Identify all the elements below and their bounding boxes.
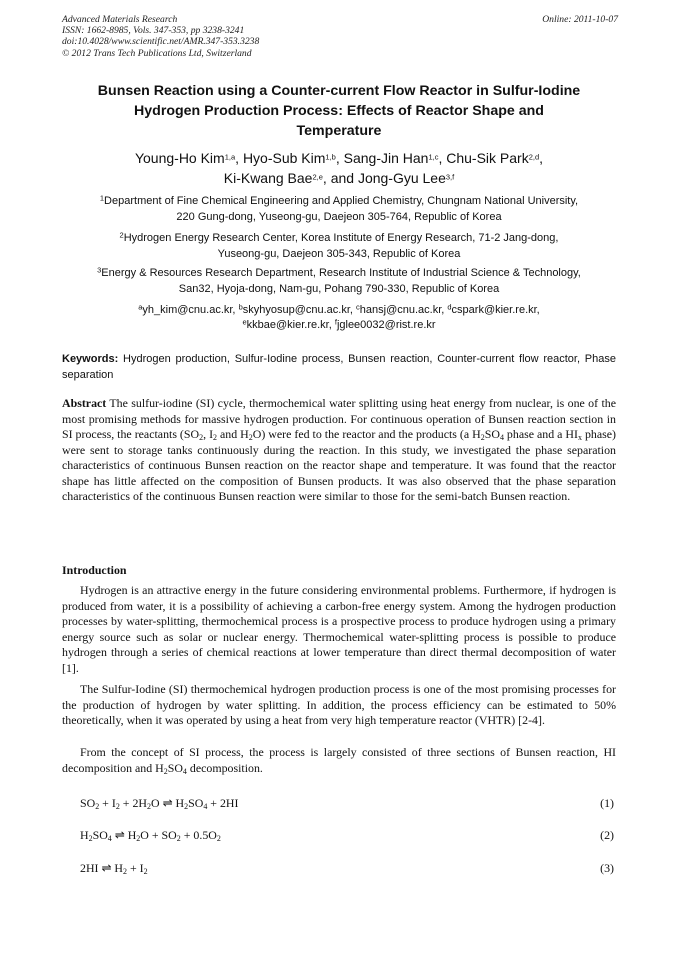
title-line: Bunsen Reaction using a Counter-current Flow Reactor in Sulfur-Iodine [97,83,581,99]
eq-text: + 0.5O [180,828,217,842]
equation-body [80,861,148,875]
abstract-text: O) were fed to the reactor and the products (a H [252,427,481,441]
author-separator: , [438,150,443,166]
subscript: 2 [163,766,168,776]
author-name: Sang-Jin Han [343,150,429,166]
email-marker: d [447,302,452,312]
abstract-label: Abstract [62,396,107,410]
abstract-text: , I [203,427,214,441]
subscript: 2 [176,834,181,843]
author-affiliation-marker: 2,e [312,172,323,182]
email-marker: a [138,302,143,312]
affiliation-number: 3 [97,265,102,275]
title-line: Temperature [296,123,382,139]
abstract-text: phase) were sent to storage tanks continuously during the reaction. In this study, we investigated the phase separation characteristics of continuous Bunsen reaction on the reactor shape and temperature. It was found that the reactor shape has little affected on the composition of Bunsen products. It was also observed that the phase separation characteristics of the continuous Bunsen reaction were similar to those for the semi-batch Bunsen reaction. [62,427,616,503]
email-marker: e [242,317,247,327]
author-separator: , [235,150,240,166]
eq-text: SO [80,796,96,810]
email-address[interactable]: skyhyosup@cnu.ac.kr, [242,304,353,316]
subscript: 2 [123,867,127,876]
equation-body [80,796,238,810]
author-affiliation-marker: 1,a [224,152,236,162]
email-marker: b [238,302,243,312]
eq-text: + 2HI [207,796,239,810]
email-address[interactable]: yh_kim@cnu.ac.kr, [142,304,236,316]
eq-text: O ⇌ H [151,796,185,810]
subscript: 2 [216,834,221,843]
author-separator: , [539,150,544,166]
author-name: Ki-Kwang Bae [223,170,313,186]
affiliation-text: Yuseong-gu, Daejeon 305-343, Republic of Korea [217,248,461,260]
affiliation-text: Department of Fine Chemical Engineering and Applied Chemistry, Chungnam National University, [104,195,579,207]
author-affiliation-marker: 1,c [428,152,439,162]
affiliation-text: Hydrogen Energy Research Center, Korea Institute of Energy Research, 71-2 Jang-dong, [123,232,559,244]
title-line: Hydrogen Production Process: Effects of Reactor Shape and [134,103,544,119]
subscript: x [577,433,582,442]
issn-line: ISSN: 1662-8985, Vols. 347-353, pp 3238-3241 [62,25,245,37]
author-name: Young-Ho Kim [134,150,225,166]
online-date: Online: 2011-10-07 [542,14,618,25]
author-affiliation-marker: 3,f [445,172,455,182]
equation-1 [80,796,614,812]
eq-text: O + SO [140,828,177,842]
subscript: 2 [147,802,152,811]
intro-paragraph-2: The Sulfur-Iodine (SI) thermochemical hydrogen production process is one of the most promising processes for the production of hydrogen by water splitting. In addition, the process efficiency can be estimated to 50% theoretically, when it was operated by using a heat from very high temperature reactor (VHTR) [2-4]. [62,682,616,727]
affiliation-number: 1 [99,193,105,203]
author-line [62,168,616,188]
subscript: 2 [248,433,253,442]
subscript: 4 [203,802,208,811]
email-address[interactable]: cspark@kier.re.kr, [451,304,540,316]
author-line [62,148,616,168]
eq-text: + I [99,796,116,810]
author-list [62,148,616,188]
author-affiliation-marker: 2,d [528,152,540,162]
affiliation-1 [62,193,616,225]
equation-2 [80,828,614,844]
affiliation-text: Energy & Resources Research Department, Research Institute of Industrial Science & Technology, [101,267,581,279]
subscript: 2 [95,802,100,811]
eq-text: SO [92,828,108,842]
author-conjunction: and [330,170,355,186]
author-separator: , [322,170,327,186]
journal-header [62,14,618,59]
eq-text: 2HI ⇌ H [80,861,123,875]
intro-text: decomposition. [186,760,263,775]
email-address[interactable]: jglee0032@rist.re.kr [336,318,436,331]
keywords-block [62,351,616,383]
email-address[interactable]: hansj@cnu.ac.kr, [359,304,445,316]
subscript: 2 [184,802,189,811]
email-list [62,303,616,332]
email-marker: c [356,302,360,312]
subscript: 4 [499,433,504,442]
eq-text: + I [127,861,144,875]
eq-text: H [80,828,89,842]
subscript: 4 [107,834,112,843]
intro-text: From the concept of SI process, the process is largely consisted of three sections of Bunsen reaction, HI decomposition and H [62,745,616,775]
keywords-text: Hydrogen production, Sulfur-Iodine process, Bunsen reaction, Counter-current flow reactor, Phase separation [62,353,616,381]
equation-number: (1) [600,796,614,810]
journal-name: Advanced Materials Research [62,14,178,25]
author-affiliation-marker: 1,b [325,152,336,162]
subscript: 2 [199,433,204,442]
eq-text: ⇌ H [111,828,137,842]
subscript: 2 [115,802,120,811]
subscript: 2 [480,433,485,442]
subscript: 2 [143,867,148,876]
subscript: 2 [136,834,141,843]
keywords-label: Keywords: [62,353,119,365]
intro-paragraph-3 [62,745,616,776]
abstract-text: phase and a HI [503,427,578,441]
email-marker: f [334,317,337,327]
equation-3 [80,861,614,877]
abstract-paragraph [62,396,616,505]
eq-text: SO [188,796,204,810]
abstract-text: The sulfur-iodine (SI) cycle, thermochemical water splitting using heat energy from nuclear, is one of the most promising methods for massive hydrogen production. For continuous operation of Bunsen reaction section in SI process, the reactants (SO [62,396,616,441]
copyright-line: © 2012 Trans Tech Publications Ltd, Switzerland [62,47,252,59]
author-name: Chu-Sik Park [446,150,529,166]
equation-number: (2) [600,828,614,842]
equation-body [80,828,221,842]
subscript: 4 [182,766,187,776]
abstract-text: SO [484,427,500,441]
affiliation-number: 2 [119,230,124,240]
paper-title [62,81,616,141]
section-heading-introduction: Introduction [62,563,127,577]
intro-paragraph-1: Hydrogen is an attractive energy in the future considering environmental problems. Furthermore, if hydrogen is produced from water, it is a possibility of achieving a carbon-free energy system. Among the hydrogen production processes by water-splitting, thermochemical process is a prospective process to produce hydrogen using a primary energy source such as solar or nuclear energy. Thermochemical water-splitting process is possible to produce hydrogen through a series of chemical reactions at lower temperature than direct thermal decomposition of water [1]. [62,583,616,675]
equation-number: (3) [600,861,614,875]
abstract-text: and H [217,427,249,441]
affiliation-text: 220 Gung-dong, Yuseong-gu, Daejeon 305-764, Republic of Korea [176,211,502,223]
affiliation-text: San32, Hyoja-dong, Nam-gu, Pohang 790-330, Republic of Korea [178,283,500,295]
doi-line: doi:10.4028/www.scientific.net/AMR.347-353.3238 [62,36,260,48]
subscript: 2 [213,433,218,442]
eq-text: + 2H [119,796,148,810]
author-name: Hyo-Sub Kim [242,150,326,166]
email-address[interactable]: kkbae@kier.re.kr, [246,318,332,331]
affiliation-2 [62,230,616,262]
author-separator: , [335,150,340,166]
intro-text: SO [167,760,183,775]
subscript: 2 [88,834,93,843]
affiliation-3 [62,265,616,297]
author-name: Jong-Gyu Lee [357,170,446,186]
